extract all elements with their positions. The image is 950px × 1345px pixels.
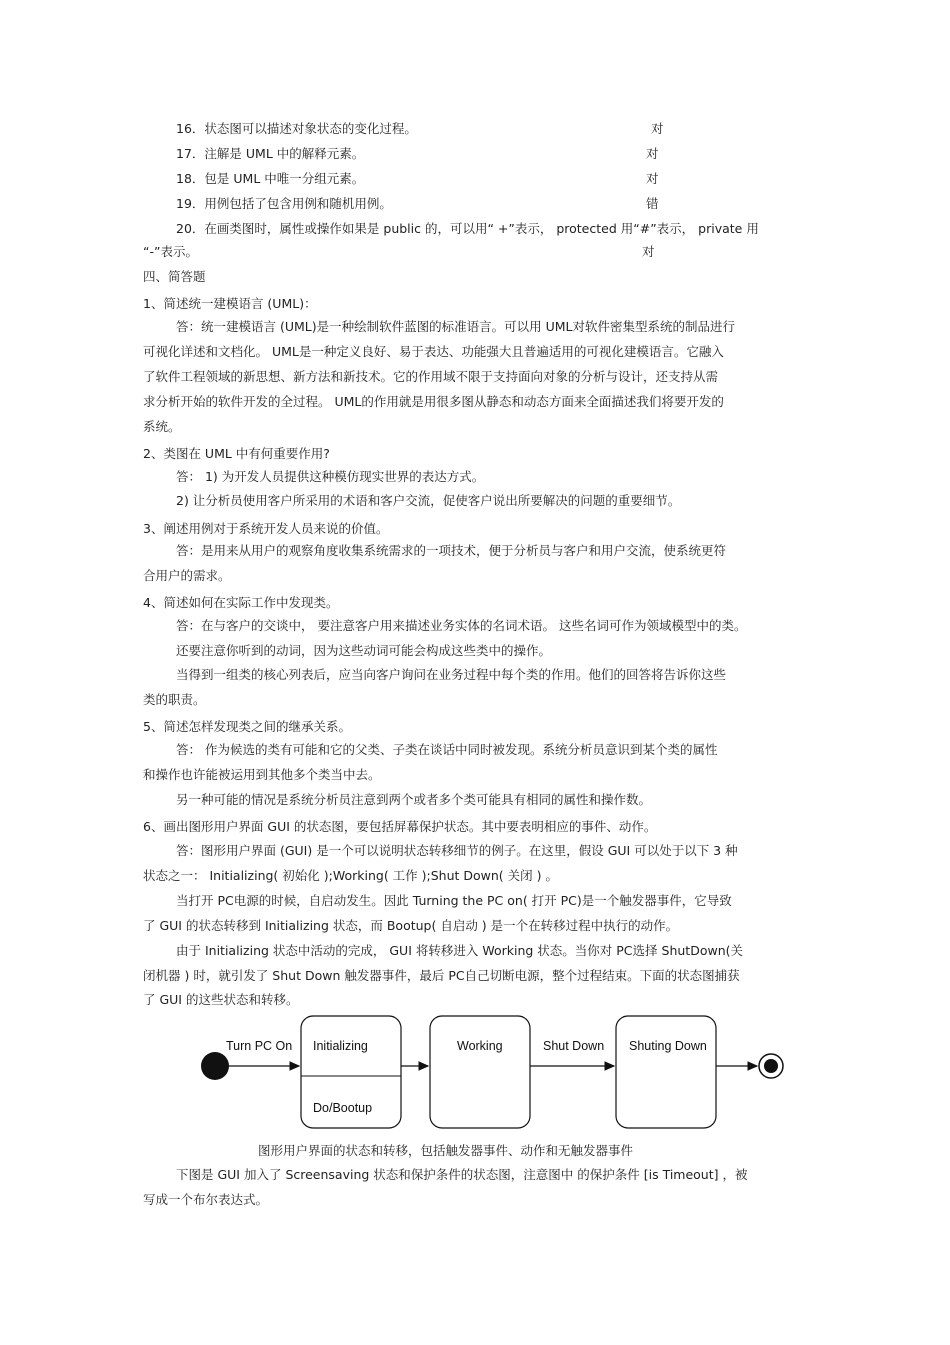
q4-line: 还要注意你听到的动词，因为这些动词可能会构成这些类中的操作。: [176, 643, 552, 658]
q6-line: 由于 Initializing 状态中活动的完成， GUI 将转移进入 Working 状态。当你对 PC选择 ShutDown(关: [176, 943, 743, 958]
tail-line: 下图是 GUI 加入了 Screensaving 状态和保护条件的状态图，注意图中 的保护条件 [is Timeout] ，被: [176, 1167, 748, 1182]
q4-line: 当得到一组类的核心列表后，应当向客户询问在业务过程中每个类的作用。他们的回答将告诉你这些: [176, 667, 727, 682]
q6-line: 状态之一： Initializing( 初始化 );Working( 工作 );Shut Down( 关闭 ) 。: [143, 868, 558, 883]
q1-line: 答：统一建模语言 (UML)是一种绘制软件蓝图的标准语言。可以用 UML对软件密集型系统的制品进行: [176, 319, 735, 334]
final-state-core: [764, 1059, 778, 1073]
tf-item-20: 20．在画类图时，属性或操作如果是 public 的，可以用“ +”表示， protected 用“#”表示， private 用: [176, 221, 759, 236]
q3-line: 答：是用来从用户的观察角度收集系统需求的一项技术，便于分析员与客户和用户交流，使系统更符: [176, 543, 727, 558]
turn-pc-on-label: Turn PC On: [226, 1039, 293, 1053]
tf-item-18: 18．包是 UML 中唯一分组元素。: [176, 171, 365, 186]
q5-line: 另一种可能的情况是系统分析员注意到两个或者多个类可能具有相同的属性和操作数。: [176, 792, 652, 807]
state-shuting-down-label: Shuting Down: [629, 1039, 707, 1053]
tf-item-16: 16．状态图可以描述对象状态的变化过程。: [176, 121, 417, 136]
q1-line: 了软件工程领域的新思想、新方法和新技术。它的作用域不限于支持面向对象的分析与设计，还支持从需: [143, 369, 719, 384]
q6-title: 6、画出图形用户界面 GUI 的状态图，要包括屏幕保护状态。其中要表明相应的事件、动作。: [143, 819, 657, 834]
shut-down-label: Shut Down: [543, 1039, 605, 1053]
q1-title: 1、简述统一建模语言 (UML)：: [143, 296, 317, 311]
state-working-label: Working: [457, 1039, 503, 1053]
q6-line: 答：图形用户界面 (GUI) 是一个可以说明状态转移细节的例子。在这里，假设 GUI 可以处于以下 3 种: [176, 843, 738, 858]
q2-title: 2、类图在 UML 中有何重要作用?: [143, 446, 330, 461]
q4-line: 答：在与客户的交谈中， 要注意客户用来描述业务实体的名词术语。 这些名词可作为领域模型中的类。: [176, 618, 747, 633]
tf-answer-18: 对: [646, 171, 659, 186]
q5-line: 答： 作为候选的类有可能和它的父类、子类在谈话中同时被发现。系统分析员意识到某个类的属性: [176, 742, 718, 757]
tf-item-20-cont: “-”表示。: [143, 244, 198, 259]
section-title: 四、简答题: [143, 269, 206, 284]
tf-answer-16: 对: [651, 121, 664, 136]
tf-item-17: 17．注解是 UML 中的解释元素。: [176, 146, 365, 161]
tf-answer-19: 错: [646, 196, 659, 211]
q4-title: 4、简述如何在实际工作中发现类。: [143, 595, 339, 610]
gui-state-diagram: [0, 1005, 950, 1135]
state-shuting-down: [616, 1016, 716, 1128]
q2-line: 2) 让分析员使用客户所采用的术语和客户交流，促使客户说出所要解决的问题的重要细节。: [176, 493, 681, 508]
tf-answer-20: 对: [642, 244, 655, 259]
q1-line: 系统。: [143, 419, 181, 434]
q5-line: 和操作也许能被运用到其他多个类当中去。: [143, 767, 381, 782]
tf-answer-17: 对: [646, 146, 659, 161]
state-action-label: Do/Bootup: [313, 1101, 373, 1115]
q3-title: 3、阐述用例对于系统开发人员来说的价值。: [143, 521, 389, 536]
diagram-caption: 图形用户界面的状态和转移，包括触发器事件、动作和无触发器事件: [258, 1143, 634, 1158]
q6-line: 了 GUI 的状态转移到 Initializing 状态，而 Bootup( 自启动 ) 是一个在转移过程中执行的动作。: [143, 918, 679, 933]
initial-state-node: [201, 1052, 229, 1080]
q2-line: 答： 1) 为开发人员提供这种模仿现实世界的表达方式。: [176, 469, 485, 484]
q4-line: 类的职责。: [143, 692, 206, 707]
q5-title: 5、简述怎样发现类之间的继承关系。: [143, 719, 351, 734]
q1-line: 可视化详述和文档化。 UML是一种定义良好、易于表达、功能强大且普遍适用的可视化建模语言。它融入: [143, 344, 724, 359]
state-initializing-label: Initializing: [313, 1039, 368, 1053]
q6-line: 了 GUI 的这些状态和转移。: [143, 992, 299, 1007]
q1-line: 求分析开始的软件开发的全过程。 UML的作用就是用很多图从静态和动态方面来全面描述我们将要开发的: [143, 394, 724, 409]
q6-line: 当打开 PC电源的时候，自启动发生。因此 Turning the PC on( 打开 PC)是一个触发器事件，它导致: [176, 893, 732, 908]
q6-line: 闭机器 ) 时，就引发了 Shut Down 触发器事件，最后 PC自己切断电源，整个过程结束。下面的状态图捕获: [143, 968, 740, 983]
tf-item-19: 19．用例包括了包含用例和随机用例。: [176, 196, 392, 211]
state-working: [430, 1016, 530, 1128]
tail-line: 写成一个布尔表达式。: [143, 1192, 269, 1207]
q3-line: 合用户的需求。: [143, 568, 231, 583]
